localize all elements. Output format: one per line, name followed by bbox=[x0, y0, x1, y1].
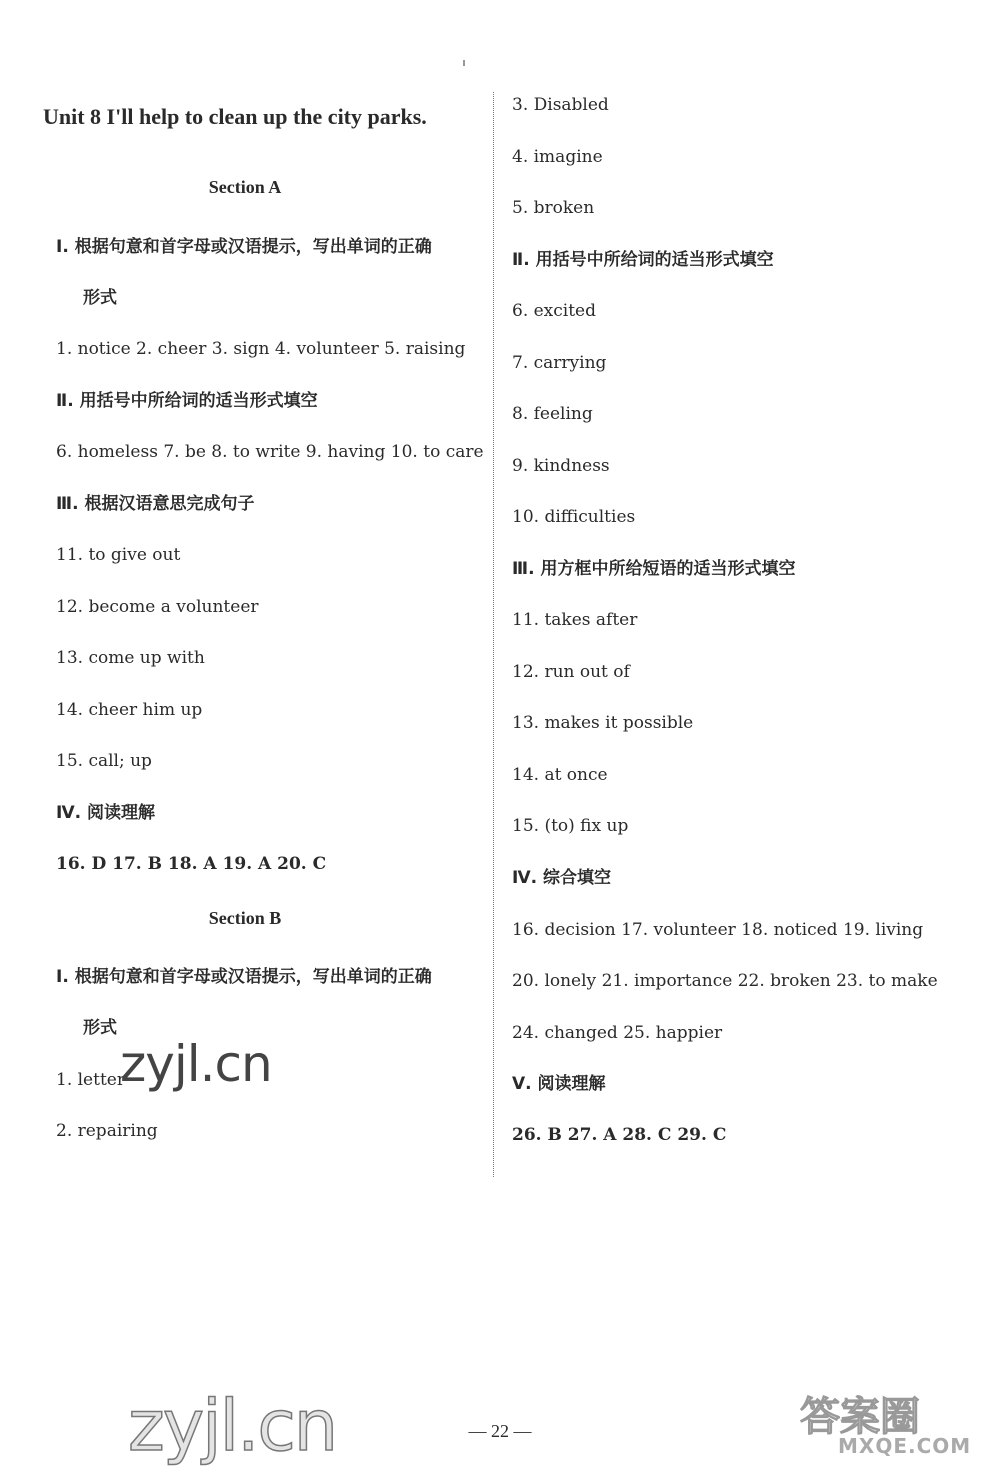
section-a-heading-4: Ⅳ. 阅读理解 bbox=[56, 803, 156, 823]
section-b-answer-9: 9. kindness bbox=[512, 456, 610, 476]
section-b-heading-2: Ⅱ. 用括号中所给词的适当形式填空 bbox=[512, 250, 774, 270]
section-b-answer-5: 5. broken bbox=[512, 198, 595, 218]
section-a-heading-1-line-1: Ⅰ. 根据句意和首字母或汉语提示，写出单词的正确 bbox=[56, 237, 432, 257]
section-b-answers-4-line-1: 16. decision 17. volunteer 18. noticed 19. living bbox=[512, 920, 924, 940]
watermark-zyjl-middle: zyjl.cn bbox=[120, 1035, 272, 1093]
watermark-zyjl-bottom: zyjl.cn bbox=[128, 1385, 337, 1467]
top-mark bbox=[463, 60, 465, 66]
section-b-answers-4-line-2: 20. lonely 21. importance 22. broken 23. to make bbox=[512, 971, 938, 991]
section-b-heading-5: Ⅴ. 阅读理解 bbox=[512, 1074, 606, 1094]
watermark-daan-logo: 答案圈 bbox=[800, 1394, 920, 1440]
section-b-answer-15: 15. (to) fix up bbox=[512, 816, 629, 836]
section-a-answers-2: 6. homeless 7. be 8. to write 9. having 10. to care bbox=[56, 442, 484, 462]
section-b-heading-1-line-1: Ⅰ. 根据句意和首字母或汉语提示，写出单词的正确 bbox=[56, 967, 432, 987]
section-a-answers-1: 1. notice 2. cheer 3. sign 4. volunteer 5. raising bbox=[56, 339, 466, 359]
section-b-answers-5: 26. B 27. A 28. C 29. C bbox=[512, 1125, 727, 1145]
section-b-answer-4: 4. imagine bbox=[512, 147, 603, 167]
section-b-answers-4-line-3: 24. changed 25. happier bbox=[512, 1023, 723, 1043]
watermark-mxqe: MXQE.COM bbox=[838, 1434, 972, 1458]
page-number: — 22 — bbox=[468, 1421, 532, 1441]
section-b-answer-1: 1. letter bbox=[56, 1070, 125, 1090]
section-b-answer-2: 2. repairing bbox=[56, 1121, 158, 1141]
section-a-heading-2: Ⅱ. 用括号中所给词的适当形式填空 bbox=[56, 391, 318, 411]
section-a-answer-15: 15. call; up bbox=[56, 751, 152, 771]
section-b-heading-4: Ⅳ. 综合填空 bbox=[512, 868, 612, 888]
section-b-answer-12: 12. run out of bbox=[512, 662, 630, 682]
section-b-answer-7: 7. carrying bbox=[512, 353, 607, 373]
section-b-answer-13: 13. makes it possible bbox=[512, 713, 694, 733]
section-b-answer-14: 14. at once bbox=[512, 765, 608, 785]
section-b-answer-11: 11. takes after bbox=[512, 610, 638, 630]
section-b-answer-3: 3. Disabled bbox=[512, 95, 609, 115]
section-a-heading-1-line-2: 形式 bbox=[83, 288, 117, 308]
section-b-answer-8: 8. feeling bbox=[512, 404, 593, 424]
section-b-heading-1-line-2: 形式 bbox=[83, 1018, 117, 1038]
section-b-title: Section B bbox=[208, 908, 282, 928]
section-a-answer-12: 12. become a volunteer bbox=[56, 597, 259, 617]
unit-title: Unit 8 I'll help to clean up the city parks. bbox=[43, 104, 427, 129]
section-b-answer-6: 6. excited bbox=[512, 301, 597, 321]
section-a-heading-3: Ⅲ. 根据汉语意思完成句子 bbox=[56, 494, 255, 514]
section-a-answers-4: 16. D 17. B 18. A 19. A 20. C bbox=[56, 854, 327, 874]
section-a-answer-11: 11. to give out bbox=[56, 545, 181, 565]
section-b-answer-10: 10. difficulties bbox=[512, 507, 636, 527]
section-a-title: Section A bbox=[208, 177, 282, 197]
section-a-answer-14: 14. cheer him up bbox=[56, 700, 203, 720]
section-a-answer-13: 13. come up with bbox=[56, 648, 205, 668]
section-b-heading-3: Ⅲ. 用方框中所给短语的适当形式填空 bbox=[512, 559, 796, 579]
column-divider bbox=[493, 92, 494, 1177]
